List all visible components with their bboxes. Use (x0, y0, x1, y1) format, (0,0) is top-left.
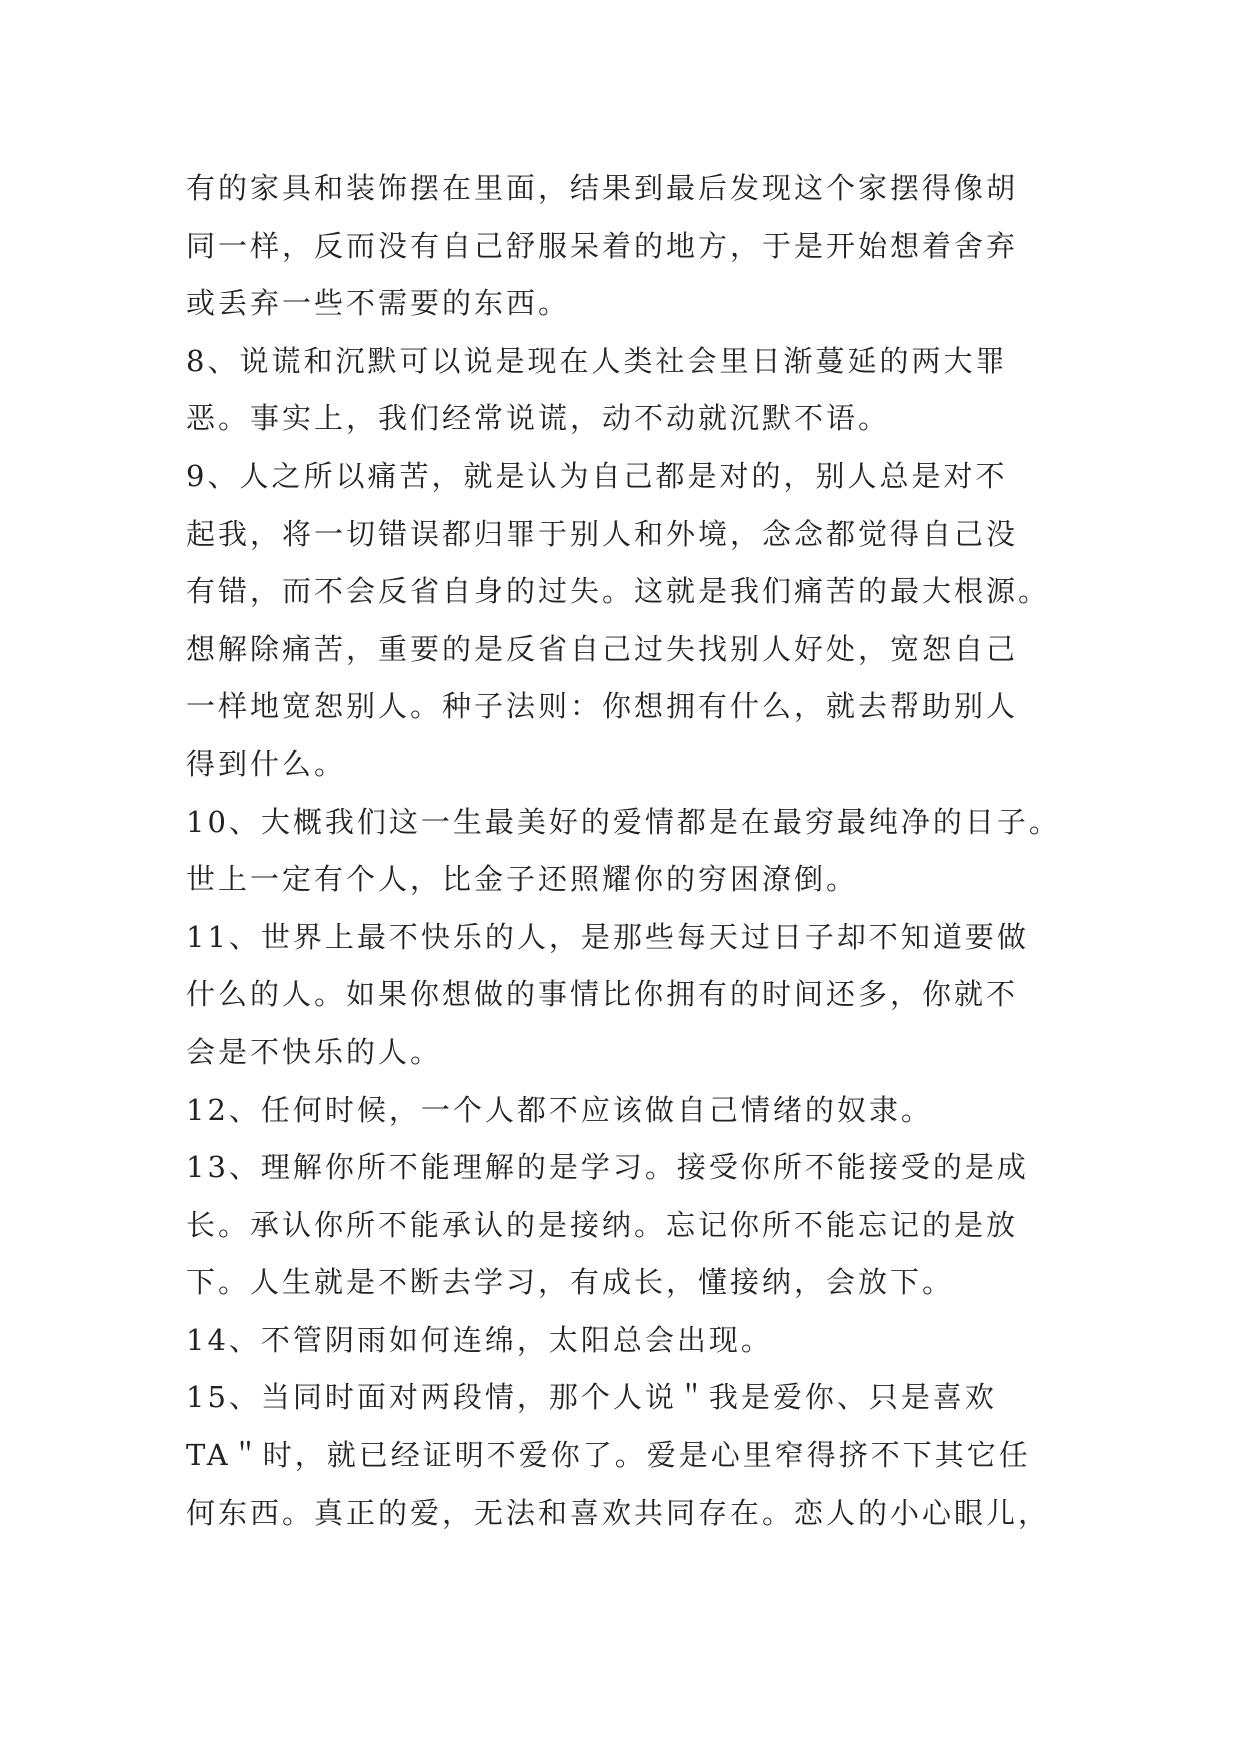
text-line: 同一样，反而没有自己舒服呆着的地方，于是开始想着舍弃 (186, 228, 1019, 263)
text-line: 有的家具和装饰摆在里面，结果到最后发现这个家摆得像胡 (186, 171, 1019, 205)
text-line: 会是不快乐的人。 (186, 1034, 443, 1069)
text-line: 10、大概我们这一生最美好的爱情都是在最穷最纯净的日子。 (186, 804, 1061, 839)
text-line: 13、理解你所不能理解的是学习。接受你所不能接受的是成 (186, 1150, 1029, 1185)
text-line: 世上一定有个人，比金子还照耀你的穷困潦倒。 (186, 862, 859, 897)
text-line: 什么的人。如果你想做的事情比你拥有的时间还多，你就不 (186, 977, 1019, 1012)
text-line: TA＂时，就已经证明不爱你了。爱是心里窄得挤不下其它任 (186, 1438, 1031, 1473)
text-line: 有错，而不会反省自身的过失。这就是我们痛苦的最大根源。 (186, 574, 1051, 609)
text-line: 15、当同时面对两段情，那个人说＂我是爱你、只是喜欢 (186, 1380, 997, 1415)
text-line: 8、说谎和沉默可以说是现在人类社会里日渐蔓延的两大罪 (186, 343, 1008, 378)
text-line: 9、人之所以痛苦，就是认为自己都是对的，别人总是对不 (186, 458, 1008, 493)
text-line: 起我，将一切错误都归罪于别人和外境，念念都觉得自己没 (186, 516, 1019, 551)
text-line: 长。承认你所不能承认的是接纳。忘记你所不能忘记的是放 (186, 1207, 1019, 1242)
text-line: 11、世界上最不快乐的人，是那些每天过日子却不知道要做 (186, 919, 1029, 954)
text-line: 14、不管阴雨如何连绵，太阳总会出现。 (186, 1322, 773, 1357)
text-line: 下。人生就是不断去学习，有成长，懂接纳，会放下。 (186, 1265, 955, 1300)
text-line: 何东西。真正的爱，无法和喜欢共同存在。恋人的小心眼儿， (186, 1495, 1051, 1530)
text-line: 或丢弃一些不需要的东西。 (186, 286, 571, 321)
body-text (186, 160, 1066, 1542)
text-line: 12、任何时候，一个人都不应该做自己情绪的奴隶。 (186, 1092, 933, 1127)
text-line: 恶。事实上，我们经常说谎，动不动就沉默不语。 (186, 401, 891, 436)
text-line: 得到什么。 (186, 746, 347, 781)
text-line: 一样地宽恕别人。种子法则：你想拥有什么，就去帮助别人 (186, 689, 1019, 724)
text-line: 想解除痛苦，重要的是反省自己过失找别人好处，宽恕自己 (186, 631, 1019, 666)
